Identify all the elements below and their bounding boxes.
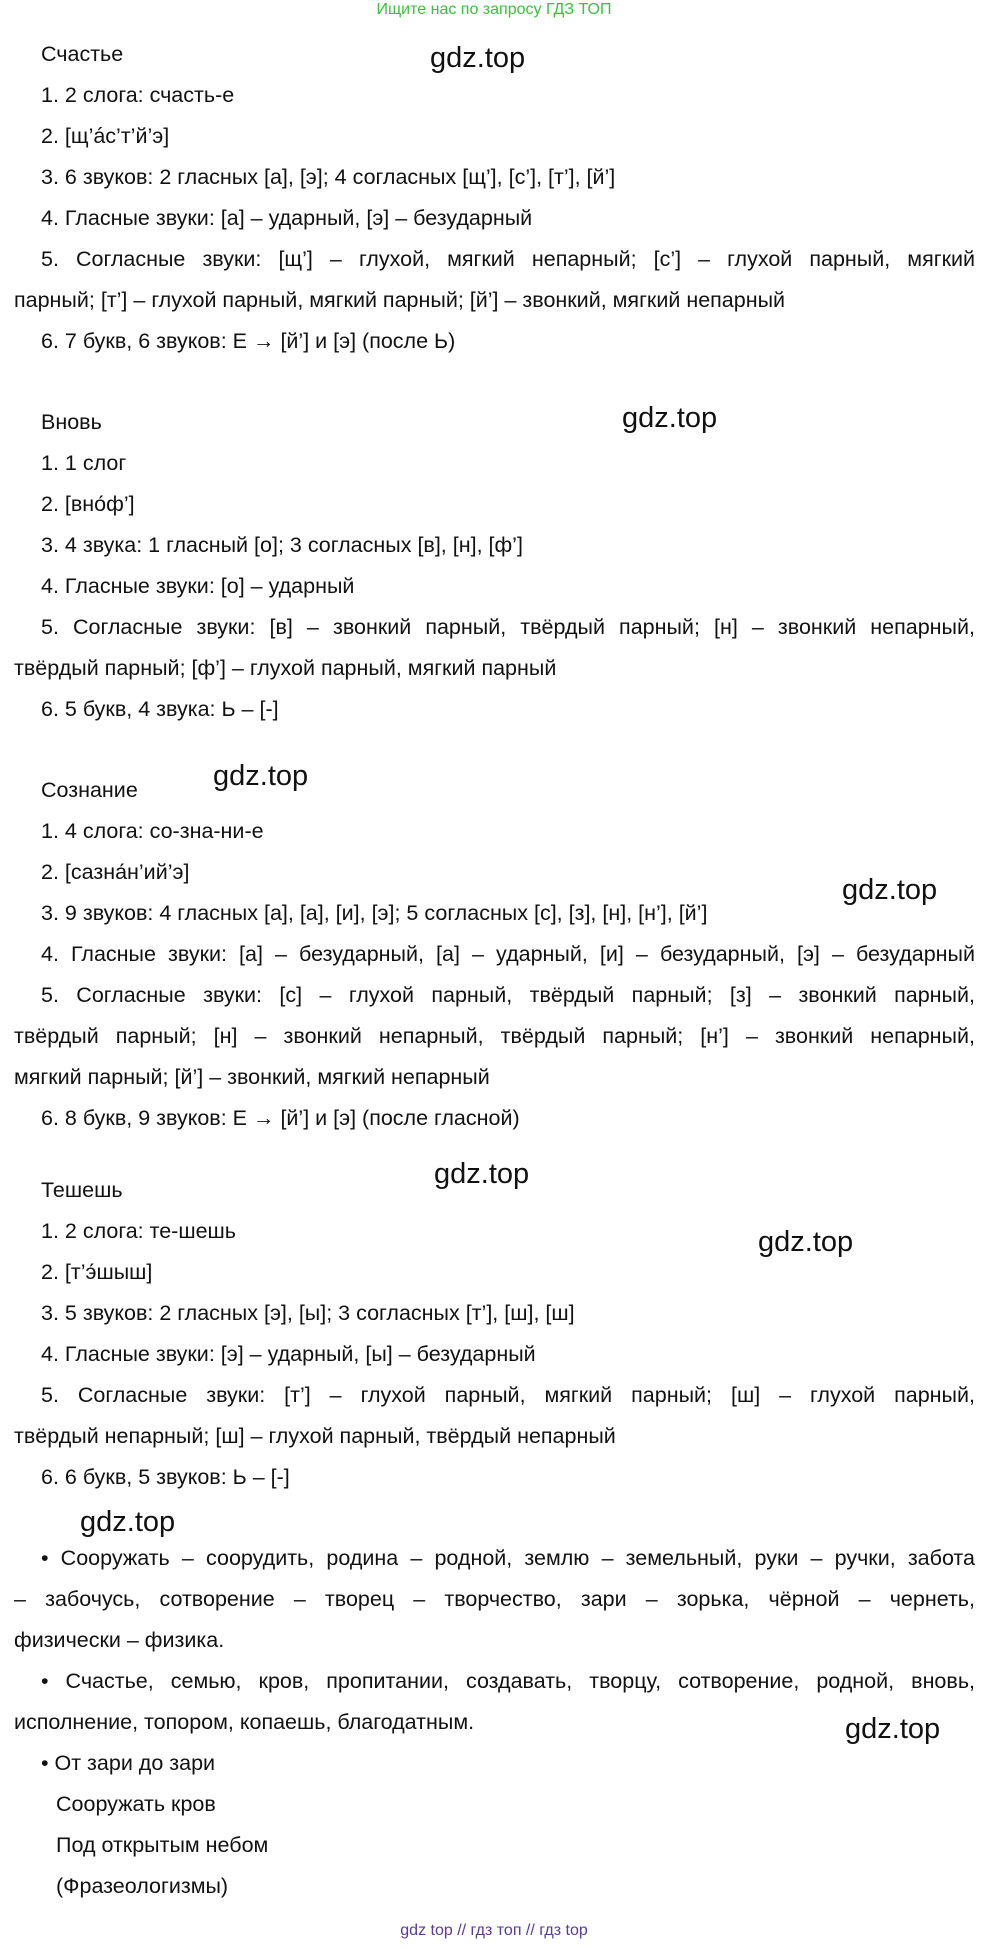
text-line: 2. [т’э́шыш] bbox=[41, 1260, 153, 1284]
text-line: 1. 4 слога: со-зна-ни-е bbox=[41, 819, 264, 843]
text-line: 6. 5 букв, 4 звука: Ь – [-] bbox=[41, 697, 279, 721]
text-line: 5. Согласные звуки: [щ’] – глухой, мягкий непарный; [с’] – глухой парный, мягкий bbox=[41, 247, 975, 271]
text-line: физически – физика. bbox=[14, 1628, 225, 1652]
phrase-line: (Фразеологизмы) bbox=[56, 1874, 229, 1898]
document-body bbox=[14, 34, 975, 1907]
watermark: gdz.top bbox=[213, 760, 309, 792]
text-line: 6. 8 букв, 9 звуков: Е → [й’] и [э] (после гласной) bbox=[41, 1106, 520, 1130]
text-line: твёрдый парный; [н] – звонкий непарный, твёрдый парный; [н’] – звонкий непарный, bbox=[14, 1024, 975, 1048]
top-banner: Ищите нас по запросу ГДЗ ТОП bbox=[376, 1, 612, 18]
text-line: 4. Гласные звуки: [э] – ударный, [ы] – безударный bbox=[41, 1342, 536, 1366]
phrase-line: Под открытым небом bbox=[56, 1833, 269, 1857]
text-line: – забочусь, сотворение – творец – творчество, зари – зорька, чёрной – чернеть, bbox=[14, 1587, 975, 1611]
section-title: Тешешь bbox=[41, 1178, 123, 1202]
section-title: Счастье bbox=[41, 42, 124, 66]
text-line: 3. 9 звуков: 4 гласных [а], [а], [и], [э]; 5 согласных [с], [з], [н], [н’], [й’] bbox=[41, 901, 708, 925]
text-line: 3. 5 звуков: 2 гласных [э], [ы]; 3 согласных [т’], [ш], [ш] bbox=[41, 1301, 575, 1325]
text-line: 3. 4 звука: 1 гласный [о]; 3 согласных [в], [н], [ф’] bbox=[41, 533, 523, 557]
text-line: твёрдый парный; [ф’] – глухой парный, мягкий парный bbox=[14, 656, 557, 680]
text-line: 1. 1 слог bbox=[41, 451, 127, 475]
watermark: gdz.top bbox=[430, 42, 526, 74]
text-line: 5. Согласные звуки: [т’] – глухой парный, мягкий парный; [ш] – глухой парный, bbox=[41, 1383, 975, 1407]
text-line: парный; [т’] – глухой парный, мягкий парный; [й’] – звонкий, мягкий непарный bbox=[14, 288, 786, 312]
text-line: 2. [сазна́н’ий’э] bbox=[41, 860, 190, 884]
text-line: твёрдый непарный; [ш] – глухой парный, твёрдый непарный bbox=[14, 1424, 616, 1448]
text-line: 1. 2 слога: счасть-е bbox=[41, 83, 235, 107]
watermark: gdz.top bbox=[622, 402, 718, 434]
text-line: 5. Согласные звуки: [в] – звонкий парный, твёрдый парный; [н] – звонкий непарный, bbox=[41, 615, 975, 639]
watermark: gdz.top bbox=[434, 1158, 530, 1190]
footer-links: gdz top // гдз топ // гдз top bbox=[400, 1922, 588, 1939]
phrase-line: Сооружать кров bbox=[56, 1792, 216, 1816]
text-line: 3. 6 звуков: 2 гласных [а], [э]; 4 согласных [щ’], [с’], [т’], [й’] bbox=[41, 165, 616, 189]
watermark: gdz.top bbox=[758, 1226, 854, 1258]
text-line: 6. 7 букв, 6 звуков: Е → [й’] и [э] (после Ь) bbox=[41, 329, 456, 353]
text-line: исполнение, топором, копаешь, благодатным. bbox=[14, 1710, 475, 1734]
watermark: gdz.top bbox=[845, 1713, 941, 1745]
text-line: 6. 6 букв, 5 звуков: Ь – [-] bbox=[41, 1465, 290, 1489]
text-line: 2. [вно́ф’] bbox=[41, 492, 135, 516]
bullet-line: • Счастье, семью, кров, пропитании, создавать, творцу, сотворение, родной, вновь, bbox=[41, 1669, 975, 1693]
section-title: Сознание bbox=[41, 778, 138, 802]
text-line: 2. [щ’áс’т’й’э] bbox=[41, 124, 170, 148]
text-line: 4. Гласные звуки: [о] – ударный bbox=[41, 574, 355, 598]
text-line: 1. 2 слога: те-шешь bbox=[41, 1219, 236, 1243]
bullet-line: • От зари до зари bbox=[41, 1751, 216, 1775]
text-line: 4. Гласные звуки: [а] – безударный, [а] – ударный, [и] – безударный, [э] – безударный bbox=[41, 942, 975, 966]
text-line: 5. Согласные звуки: [с] – глухой парный, твёрдый парный; [з] – звонкий парный, bbox=[41, 983, 975, 1007]
bullet-line: • Сооружать – соорудить, родина – родной, землю – земельный, руки – ручки, забота bbox=[41, 1546, 975, 1570]
section-title: Вновь bbox=[41, 410, 102, 434]
text-line: 4. Гласные звуки: [а] – ударный, [э] – безударный bbox=[41, 206, 533, 230]
watermark: gdz.top bbox=[842, 874, 938, 906]
watermark: gdz.top bbox=[80, 1506, 176, 1538]
text-line: мягкий парный; [й’] – звонкий, мягкий непарный bbox=[14, 1065, 490, 1089]
